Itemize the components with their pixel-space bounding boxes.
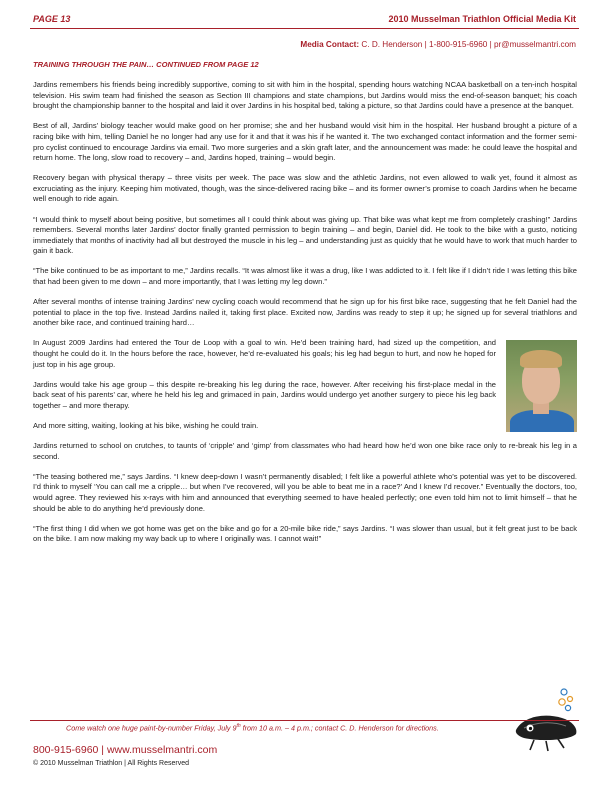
- article-paragraph: After several months of intense training Jardins’ new cycling coach would recommend that he sign up for his first bike race, suggesting that he felt Daniel had the potential to place in the top five. Instead Jardins nailed it, taking first place. Excited now, Jardins was ready to step it up; he signed up for several triathlons and another bike race, and continued training hard…: [33, 297, 577, 328]
- article-paragraph: “The teasing bothered me,” says Jardins. “I knew deep-down I wasn’t permanently disabled; I felt like a powerful athlete who’s potential was yet to be discovered. I’d think to myself ‘You can call me a cripple… but when I’ve recovered, will you be able to beat me in a race?’ And I knew I’d recover.” Eventually the doctors, too, would agree. They reviewed his x-rays with him and announced that everything seemed to have healed perfectly; one even told him not to limit himself – that he should be able to do anything he’d previously done.: [33, 471, 577, 513]
- article-paragraph: And more sitting, waiting, looking at his bike, wishing he could train.: [33, 420, 259, 430]
- copyright-notice: © 2010 Musselman Triathlon | All Rights Reserved: [33, 760, 189, 767]
- event-text-start: Come watch one huge paint-by-number Friday, July 9: [66, 723, 237, 733]
- event-text-end: from 10 a.m. – 4 p.m.; contact C. D. Henderson for directions.: [240, 723, 439, 733]
- media-contact: [300, 40, 576, 49]
- article-paragraph: Best of all, Jardins’ biology teacher would make good on her promise; she and her husband would visit him in the hospital. Her husband brought a picture of a racing bike with him, telling Daniel he no longer had any use for it and that it was his if he wanted it. The two exchanged contact information and the former semi-pro cyclist continued to encourage Jardins via email. Two more surgeries and a skin graft later, and the announcement was made: he could leave the hospital and return home. The long, slow road to recovery – and, Jardins hoped, training – would begin.: [33, 121, 577, 163]
- media-kit-title: 2010 Musselman Triathlon Official Media Kit: [388, 14, 576, 24]
- photo-hair: [520, 350, 562, 368]
- mascot-bubbles: [559, 689, 573, 711]
- article-paragraph: Jardins returned to school on crutches, to taunts of ‘cripple’ and ‘gimp’ from classmates who had heard how he’d won one bike race only to re-break his leg in a second.: [33, 441, 577, 461]
- article-paragraph: Recovery began with physical therapy – three visits per week. The pace was slow and the athletic Jardins, not even allowed to walk yet, found it almost as excruciating as the injury. Keeping him motivated, though, was the since-delivered racing bike – and its former owner’s promise to coach Jardins when he became well enough to ride again.: [33, 173, 577, 204]
- header-divider: [30, 28, 579, 29]
- athlete-photo: [506, 340, 577, 432]
- article-paragraph: Jardins remembers his friends being incredibly supportive, coming to sit with him in the hospital, spending hours watching NCAA basketball on a ten-inch hospital television. His swim team had finished the season as Section III champions and state champions, but Jardins would miss the end-of-season banquet; his coach brought the championship banner to the hospital and laid it over Jardins in his hospital bed, taking a picture, so that Jardins could have a presence at the banquet.: [33, 80, 577, 111]
- photo-wrap-section: [33, 338, 577, 462]
- article-body: [33, 60, 577, 554]
- article-paragraph: In August 2009 Jardins had entered the Tour de Loop with a goal to win. He’d been training hard, had sized up the competition, and thought he could do it. In the hours before the race, however, he’d re-evaluated his goals; his leg had begun to hurt, and now he hoped for just top in his age group.: [33, 338, 496, 369]
- page-number: PAGE 13: [33, 14, 71, 24]
- media-contact-label: Media Contact:: [300, 40, 360, 49]
- article-paragraph: Jardins would take his age group – this despite re-breaking his leg during the race, however. After receiving his first-place medal in the back seat of his parents’ car, where he held his leg and grimaced in pain, Jardins would undergo yet another surgery to piece his leg back together – and more therapy.: [33, 379, 496, 410]
- event-announcement: [66, 723, 439, 732]
- article-paragraph: “The bike continued to be as important to me,” Jardins recalls. “It was almost like it was a drug, like I was addicted to it. I felt like if I didn’t ride I was letting this bike that had been given to me down – and more importantly, that I was letting my leg down.”: [33, 266, 577, 286]
- event-text-sup: th: [236, 723, 241, 729]
- mussel-mascot-icon: [512, 684, 582, 754]
- section-heading: TRAINING THROUGH THE PAIN… CONTINUED FROM PAGE 12: [33, 60, 259, 69]
- footer-divider: [30, 720, 579, 721]
- mascot-legs: [530, 739, 564, 751]
- mascot-pupil: [529, 727, 532, 730]
- footer-phone-website[interactable]: 800-915-6960 | www.musselmantri.com: [33, 744, 218, 756]
- article-paragraph: “The first thing I did when we got home was get on the bike and go for a 20-mile bike ride,” says Jardins. “I was slower than usual, but it felt great just to be back on the bike. I am now making my way back up to where I originally was. I cannot wait!”: [33, 523, 577, 544]
- media-contact-value: C. D. Henderson | 1-800-915-6960 | pr@musselmantri.com: [359, 40, 576, 49]
- article-paragraph: “I would think to myself about being positive, but sometimes all I could think about was giving up. That bike was what kept me from completely crashing!” Jardins remembers. Several months later Jardins’ doctor finally granted permission to begin training – and begin, Daniel did. He took to the bike with a gusto, noticing immediately that months of inactivity had all but destroyed the muscle in his leg – and understanding just as quickly that he would have to work that much harder to gain it back.: [33, 214, 577, 256]
